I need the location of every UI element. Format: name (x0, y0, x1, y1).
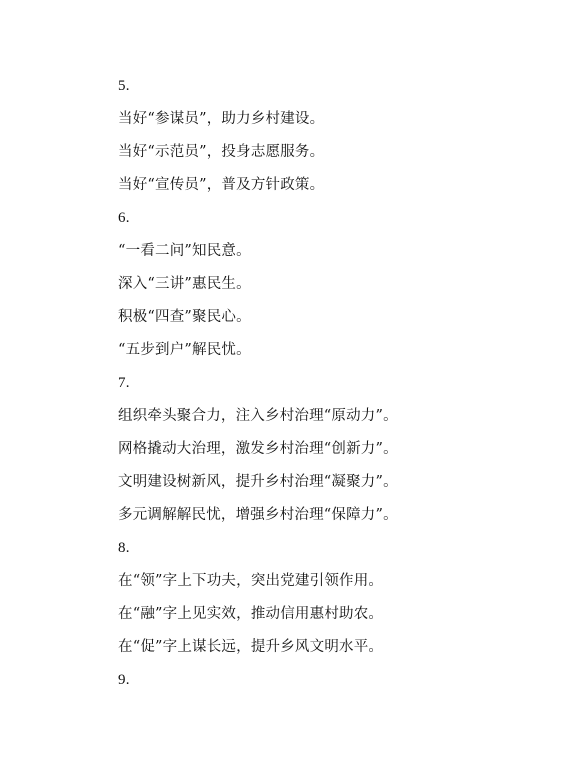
section-number-9: 9. (118, 672, 130, 688)
section-7-line-1: 组织牵头聚合力，注入乡村治理“原动力”。 (118, 408, 398, 424)
section-7-line-4: 多元调解解民忧，增强乡村治理“保障力”。 (118, 507, 398, 523)
section-5-line-1: 当好“参谋员”，助力乡村建设。 (118, 111, 325, 127)
section-5-line-3: 当好“宣传员”，普及方针政策。 (118, 177, 325, 193)
section-7-line-2: 网格撬动大治理，激发乡村治理“创新力”。 (118, 441, 398, 457)
section-8-line-3: 在“促”字上谋长远，提升乡风文明水平。 (118, 639, 384, 655)
section-number-6: 6. (118, 210, 130, 226)
section-6-line-4: “五步到户”解民忧。 (118, 342, 251, 358)
section-number-5: 5. (118, 78, 130, 94)
section-6-line-3: 积极“四查”聚民心。 (118, 309, 251, 325)
section-6-line-1: “一看二问”知民意。 (118, 243, 251, 259)
section-6-line-2: 深入“三讲”惠民生。 (118, 276, 251, 292)
section-8-line-2: 在“融”字上见实效，推动信用惠村助农。 (118, 606, 384, 622)
section-5-line-2: 当好“示范员”，投身志愿服务。 (118, 144, 325, 160)
section-7-line-3: 文明建设树新风，提升乡村治理“凝聚力”。 (118, 474, 398, 490)
section-8-line-1: 在“领”字上下功夫，突出党建引领作用。 (118, 573, 384, 589)
section-number-8: 8. (118, 540, 130, 556)
section-number-7: 7. (118, 375, 130, 391)
